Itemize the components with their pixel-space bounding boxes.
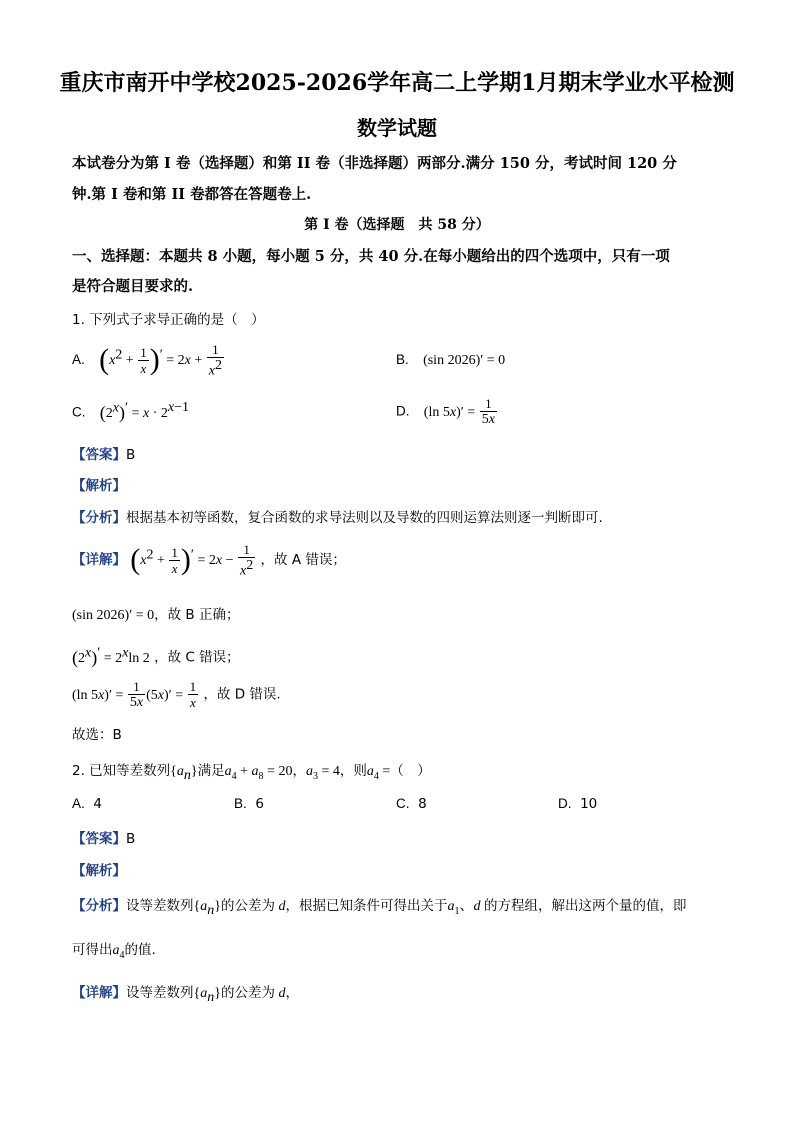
- fenxi-text: 根据基本初等函数，复合函数的求导法则以及导数的四则运算法则逐一判断即可.: [126, 510, 603, 526]
- detail-sequence: $\{a_n\}$: [193, 986, 221, 1005]
- answer-value: B: [126, 447, 136, 463]
- fenxi-vars: $a_1$、d: [447, 899, 481, 917]
- detail-end: ，: [285, 985, 299, 1001]
- option-d-formula: (ln 5x)′ = $\frac{1}{5x}$: [423, 396, 495, 427]
- q2-stem-mid1: 满足: [197, 763, 225, 779]
- answer-tag: 【答案】: [72, 447, 126, 463]
- fenxi-mid2: ，根据已知条件可得出关于: [285, 898, 448, 914]
- fenxi-line2-pre: 可得出: [72, 942, 113, 958]
- option-d-label: D.: [396, 403, 410, 419]
- option-a-value: 4: [93, 796, 102, 812]
- detail-b-formula: (sin 2026)′ = 0: [72, 608, 155, 623]
- question-2-detail: [72, 981, 299, 1006]
- fenxi-mid3: 的方程组，解出这两个量的值，即: [483, 898, 687, 914]
- q2-stem-pre: 2. 已知等差数列: [72, 763, 171, 779]
- option-c-label: C.: [396, 796, 410, 811]
- question-1-detail-a: [72, 542, 346, 578]
- q2-stem-end: （ ）: [390, 763, 431, 779]
- option-d-label: D.: [558, 796, 572, 811]
- q2-target: $a_4$ =: [366, 764, 391, 782]
- option-a-label: A.: [72, 796, 85, 811]
- question-2-fenxi-line-2: [72, 938, 156, 961]
- fenxi-mid: 的公差为: [220, 898, 275, 914]
- section-heading-line-2: 是符合题目要求的.: [72, 278, 194, 295]
- question-2-answer: [72, 827, 135, 847]
- option-c-value: 8: [418, 796, 427, 812]
- detail-d: d: [274, 986, 286, 1001]
- detail-mid: 的公差为: [220, 985, 275, 1001]
- option-b-label: B.: [234, 796, 247, 811]
- option-b-value: 6: [255, 796, 264, 812]
- answer-tag: 【答案】: [72, 831, 126, 847]
- detail-a-formula: ($x^2$ + $\frac{1}{x}$ )′ = 2x − $\frac{1}{x^2}$: [130, 542, 254, 579]
- fenxi-d: d: [274, 899, 286, 914]
- answer-value: B: [126, 831, 136, 847]
- option-b-formula: (sin 2026)′ = 0: [423, 353, 506, 368]
- q2-condition-1: $a_4 + a_8 = 20$: [224, 764, 293, 782]
- detail-pre: 设等差数列: [126, 985, 194, 1001]
- fenxi-sequence: $\{a_n\}$: [193, 899, 221, 918]
- question-1-choice: 故选：B: [72, 727, 122, 743]
- intro-line-1: 本试卷分为第 I 卷（选择题）和第 II 卷（非选择题）两部分.满分 150 分，考试时间 120 分: [72, 155, 677, 172]
- option-c-label: C.: [72, 404, 86, 420]
- page-subtitle: 数学试题: [357, 116, 437, 140]
- q2-sequence: $\{a_n\}$: [170, 764, 198, 783]
- detail-d-formula: (ln 5x)′ = $\frac{1}{5x}$ (5x)′ = $\frac{1}{x}$: [72, 679, 197, 710]
- detail-d-tail: ，故 D 错误.: [203, 686, 281, 703]
- q2-stem-mid2: ，: [292, 763, 306, 779]
- option-c-formula: $(2^x)' = x \cdot 2^{x-1}$: [99, 400, 189, 422]
- fenxi-target: $a_4$: [112, 943, 125, 961]
- question-1-detail-d: [72, 679, 281, 710]
- question-1-stem: 1. 下列式子求导正确的是（ ）: [72, 312, 265, 328]
- detail-c-formula: $(2^x)' = 2^x\ln$ 2: [72, 645, 150, 667]
- detail-b-tail: ，故 B 正确；: [154, 607, 240, 623]
- page-title: 重庆市南开中学校2025-2026学年高二上学期1月期末学业水平检测: [59, 70, 735, 96]
- option-a-label: A.: [72, 352, 85, 368]
- question-1-option-a: [72, 342, 225, 378]
- question-2-option-c: [396, 796, 427, 812]
- detail-tag: 【详解】: [72, 552, 126, 569]
- question-1-fenxi: [72, 506, 603, 526]
- question-2-option-d: [558, 796, 597, 812]
- question-1-answer: [72, 443, 135, 463]
- question-2-stem: [72, 759, 431, 784]
- option-d-value: 10: [580, 796, 598, 812]
- detail-tag: 【详解】: [72, 985, 126, 1001]
- part-heading: 第 I 卷（选择题 共 58 分）: [304, 217, 490, 233]
- detail-c-tail: ，故 C 错误；: [154, 649, 240, 666]
- question-2-option-b: [234, 796, 264, 812]
- option-b-label: B.: [396, 352, 409, 367]
- question-1-detail-b: [72, 603, 239, 624]
- detail-a-tail: ，故 A 错误；: [260, 552, 346, 569]
- fenxi-pre: 设等差数列: [126, 898, 194, 914]
- q2-condition-2: $a_3 = 4$: [305, 764, 340, 782]
- section-heading-line-1: 一、选择题：本题共 8 小题，每小题 5 分，共 40 分.在每小题给出的四个选项中，只有一项: [72, 248, 670, 265]
- question-1-option-d: [396, 396, 498, 427]
- question-1-option-c: [72, 400, 189, 423]
- question-1-analysis-tag: 【解析】: [72, 478, 126, 494]
- question-2-analysis-tag: 【解析】: [72, 863, 126, 879]
- question-1-option-b: [396, 352, 505, 369]
- question-1-detail-c: [72, 645, 240, 668]
- option-a-formula: ($x^2$ + $\frac{1}{x}$ )′ = 2x + $\frac{1}{x^2}$: [99, 342, 222, 379]
- fenxi-tag: 【分析】: [72, 898, 126, 914]
- fenxi-line2-end: 的值.: [124, 942, 156, 958]
- question-2-option-a: [72, 796, 102, 812]
- fenxi-tag: 【分析】: [72, 510, 126, 526]
- question-2-fenxi-line-1: [72, 894, 686, 919]
- intro-line-2: 钟.第 I 卷和第 II 卷都答在答题卷上.: [72, 186, 312, 203]
- q2-stem-mid3: ，则: [339, 763, 367, 779]
